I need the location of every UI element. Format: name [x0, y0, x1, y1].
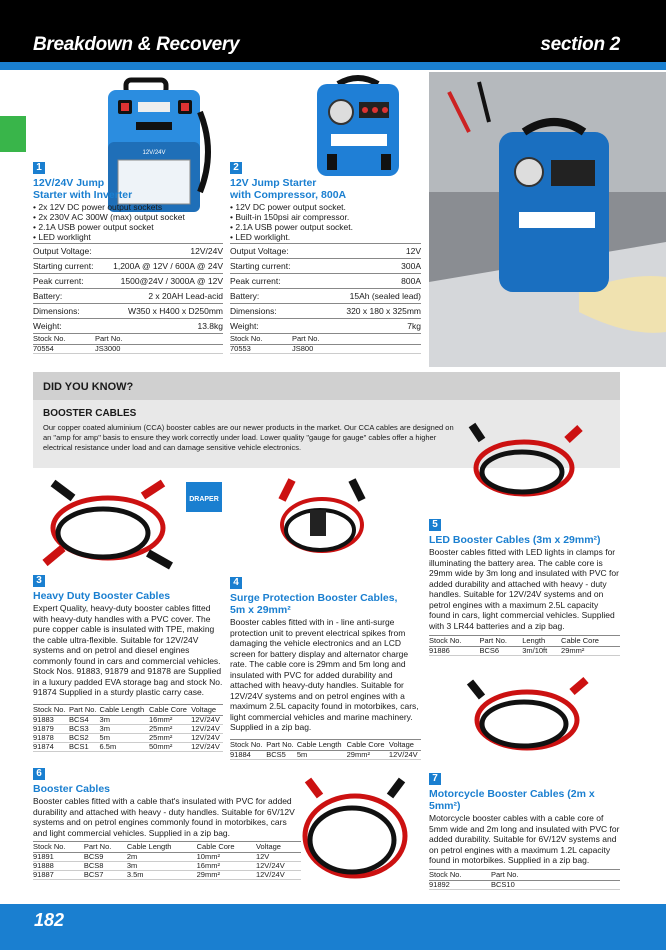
stock-cell: BCS3 — [69, 724, 100, 733]
header-bar — [0, 0, 666, 62]
product-3 — [33, 570, 223, 752]
table-row — [33, 724, 223, 733]
table-row — [33, 715, 223, 724]
stock-col-header: Cable Length — [100, 704, 149, 715]
table-row — [33, 871, 301, 880]
product-title-line2: with Compressor, 800A — [230, 189, 347, 201]
product-number: 2 — [230, 162, 242, 174]
footer-bar — [0, 904, 666, 950]
booster-cables-image — [290, 776, 420, 898]
section-tab — [0, 116, 26, 152]
product-number: 1 — [33, 162, 45, 174]
led-cables-image — [462, 420, 587, 512]
stock-cell: JS3000 — [95, 345, 223, 354]
stock-col-header: Cable Length — [127, 842, 197, 853]
spec-table — [230, 243, 421, 333]
booster-cables-heading: BOOSTER CABLES — [43, 408, 137, 419]
stock-cell: 25mm² — [149, 733, 191, 742]
product-6 — [33, 763, 301, 880]
stock-cell: 29mm² — [561, 647, 620, 656]
spec-label: Starting current: — [33, 259, 100, 274]
product-description: Booster cables fitted with a cable that's insulated with PVC for added durability and attached with heavy - duty handles. Suitable for 6V/12V systems and on petrol engines commonly found in motorbikes, cars and light commercial vehicles. Supplied in a zip bag. — [33, 796, 295, 838]
stock-table — [429, 635, 620, 656]
stock-table — [33, 704, 223, 752]
spec-label: Output Voltage: — [230, 244, 315, 259]
product-title-line1: 12V Jump Starter — [230, 177, 317, 189]
section-label: section 2 — [540, 34, 620, 55]
stock-cell: 25mm² — [149, 724, 191, 733]
stock-col-header: Voltage — [389, 739, 421, 750]
table-row — [230, 750, 421, 759]
stock-cell: 29mm² — [347, 750, 389, 759]
stock-cell: 12V/24V — [191, 724, 223, 733]
spec-label: Weight: — [33, 319, 100, 334]
product-7 — [429, 768, 620, 890]
product-number: 5 — [429, 519, 441, 531]
stock-table — [33, 333, 223, 354]
table-row — [230, 345, 421, 354]
brand-label: DRAPER — [189, 496, 219, 503]
stock-cell: 91891 — [33, 853, 84, 862]
stock-col-header: Stock No. — [230, 334, 292, 345]
stock-cell: 29mm² — [197, 871, 256, 880]
stock-cell: 10mm² — [197, 853, 256, 862]
feature-item: • LED worklight. — [230, 232, 421, 242]
section-title: Breakdown & Recovery — [33, 34, 240, 55]
spec-value: 15Ah (sealed lead) — [315, 289, 421, 304]
stock-cell: JS800 — [292, 345, 421, 354]
spec-table — [33, 243, 223, 333]
table-row — [33, 345, 223, 354]
stock-cell: 12V — [256, 853, 301, 862]
stock-cell: 6.5m — [100, 742, 149, 751]
stock-col-header: Voltage — [256, 842, 301, 853]
stock-col-header: Stock No. — [429, 869, 491, 880]
spec-value: 800A — [315, 274, 421, 289]
stock-cell: 2m — [127, 853, 197, 862]
stock-col-header: Stock No. — [33, 334, 95, 345]
stock-col-header: Part No. — [95, 334, 223, 345]
product-title: Motorcycle Booster Cables (2m x 5mm²) — [429, 788, 595, 812]
stock-cell: 70553 — [230, 345, 292, 354]
spec-label: Dimensions: — [230, 304, 315, 319]
product-number: 4 — [230, 577, 242, 589]
product-2 — [230, 157, 421, 354]
spec-value: 12V — [315, 244, 421, 259]
stock-cell: 5m — [100, 733, 149, 742]
stock-cell: 70554 — [33, 345, 95, 354]
product-1 — [33, 157, 223, 354]
spec-value: 1500@24V / 3000A @ 12V — [100, 274, 223, 289]
product-5 — [429, 514, 620, 656]
stock-col-header: Cable Core — [149, 704, 191, 715]
stock-cell: BCS7 — [84, 871, 127, 880]
stock-cell: BCS9 — [84, 853, 127, 862]
product-description: Booster cables fitted with LED lights in clamps for illuminating the battery area. The cable core is 29mm wide by 3m long and insulated with PVC for added durability and attached with heavy - duty handles. Suitable for 12V/24V systems and on petrol engines with a maximum 2.5L capacity found in cars, light commercial vehicles. Supplied with 3 LR44 batteries and a zip bag. — [429, 547, 619, 631]
stock-cell: 91886 — [429, 647, 479, 656]
spec-label: Weight: — [230, 319, 315, 334]
heavy-duty-cables-image — [33, 478, 183, 570]
stock-cell: BCS4 — [69, 715, 100, 724]
stock-col-header: Part No. — [479, 636, 522, 647]
product-number: 7 — [429, 773, 441, 785]
motorcycle-cables-image — [462, 672, 592, 764]
stock-cell: BCS10 — [491, 880, 620, 889]
stock-table — [429, 869, 620, 890]
did-you-know-heading: DID YOU KNOW? — [33, 372, 620, 400]
stock-cell: 12V/24V — [191, 733, 223, 742]
table-row — [429, 880, 620, 889]
spec-value: 12V/24V — [100, 244, 223, 259]
spec-value: 1,200A @ 12V / 600A @ 24V — [100, 259, 223, 274]
feature-item: • 2x 230V AC 300W (max) output socket — [33, 212, 223, 222]
stock-table — [230, 739, 421, 760]
stock-col-header: Part No. — [266, 739, 297, 750]
surge-protection-cables-image — [262, 470, 382, 572]
stock-cell: 50mm² — [149, 742, 191, 751]
stock-cell: 91883 — [33, 715, 69, 724]
spec-label: Starting current: — [230, 259, 315, 274]
stock-cell: 91874 — [33, 742, 69, 751]
stock-cell: 91887 — [33, 871, 84, 880]
stock-cell: 12V/24V — [256, 871, 301, 880]
table-row — [33, 742, 223, 751]
spec-value: 300A — [315, 259, 421, 274]
product-4 — [230, 572, 421, 760]
product-title: Booster Cables — [33, 783, 111, 795]
stock-cell: 3m — [100, 715, 149, 724]
stock-col-header: Cable Core — [347, 739, 389, 750]
spec-label: Battery: — [230, 289, 315, 304]
product-number: 3 — [33, 575, 45, 587]
did-you-know-text: Our copper coated aluminium (CCA) booster cables are our newer products in the market. Our CCA cables are designed on an "amp for amp" basis to ensure they work correctly under load. Lower quality "gauge for gauge" cables offer a higher electrical resistance under load and can damage sensitive vehicle electronics. — [43, 423, 454, 452]
product-title-line2: Starter with Inverter — [33, 189, 133, 201]
stock-col-header: Cable Core — [561, 636, 620, 647]
stock-cell: 12V/24V — [389, 750, 421, 759]
stock-cell: 3m/10ft — [522, 647, 561, 656]
product-title: LED Booster Cables (3m x 29mm²) — [429, 534, 601, 546]
feature-list — [230, 202, 421, 242]
stock-col-header: Cable Core — [197, 842, 256, 853]
spec-label: Peak current: — [33, 274, 100, 289]
stock-cell: 91878 — [33, 733, 69, 742]
stock-cell: 12V/24V — [256, 862, 301, 871]
feature-item: • 2.1A USB power output socket. — [230, 222, 421, 232]
stock-cell: BCS5 — [266, 750, 297, 759]
feature-list — [33, 202, 223, 242]
spec-label: Output Voltage: — [33, 244, 100, 259]
stock-cell: 91888 — [33, 862, 84, 871]
product-description: Motorcycle booster cables with a cable core of 5mm wide and 2m long and insulated with PVC for added durability. Suitable for 6V/12V systems and on petrol engines with a maximum 1.2L capacity found in motorbikes. Supplied in a zip bag. — [429, 813, 620, 865]
spec-label: Peak current: — [230, 274, 315, 289]
stock-col-header: Voltage — [191, 704, 223, 715]
spec-label: Dimensions: — [33, 304, 100, 319]
feature-item: • LED worklight — [33, 232, 223, 242]
header-band — [0, 62, 666, 70]
feature-item: • 12V DC power output socket. — [230, 202, 421, 212]
stock-cell: 16mm² — [197, 862, 256, 871]
stock-cell: 5m — [297, 750, 347, 759]
feature-item: • 2.1A USB power output socket — [33, 222, 223, 232]
screen-label: 12V/24V — [142, 150, 166, 156]
feature-item: • Built-in 150psi air compressor. — [230, 212, 421, 222]
stock-cell: 3m — [100, 724, 149, 733]
spec-label: Battery: — [33, 289, 100, 304]
product-title: Heavy Duty Booster Cables — [33, 590, 171, 602]
product-title-line2: 5m x 29mm² — [230, 604, 291, 616]
stock-col-header: Length — [522, 636, 561, 647]
stock-cell: 3.5m — [127, 871, 197, 880]
stock-cell: 12V/24V — [191, 742, 223, 751]
stock-cell: 3m — [127, 862, 197, 871]
product-title-line1: 12V/24V Jump — [33, 177, 105, 189]
stock-cell: BCS6 — [479, 647, 522, 656]
stock-col-header: Part No. — [491, 869, 620, 880]
table-row — [429, 647, 620, 656]
stock-col-header: Stock No. — [230, 739, 266, 750]
stock-cell: BCS1 — [69, 742, 100, 751]
table-row — [33, 733, 223, 742]
stock-cell: BCS2 — [69, 733, 100, 742]
spec-value: 7kg — [315, 319, 421, 334]
stock-table — [230, 333, 421, 354]
product-description: Booster cables fitted with in - line anti-surge protection unit to prevent electrical spikes from damaging the vehicle electronics and an LCD screen for battery display and alternator charge rate. The cable core is 29mm and 5m long and insulated with PVC for added durability and attached with heavy-duty handles. Suitable for 12V/24V systems and on petrol engines with a maximum 2.5L capacity found in motorbikes, cars, light commercial vehicles and marine machinery. Supplied in a zip bag. — [230, 617, 419, 732]
jump-starter-in-car-photo — [429, 72, 666, 367]
stock-cell: 91884 — [230, 750, 266, 759]
stock-cell: 91892 — [429, 880, 491, 889]
stock-col-header: Part No. — [69, 704, 100, 715]
stock-col-header: Part No. — [84, 842, 127, 853]
stock-cell: 91879 — [33, 724, 69, 733]
stock-col-header: Cable Length — [297, 739, 347, 750]
stock-col-header: Stock No. — [33, 842, 84, 853]
stock-col-header: Stock No. — [33, 704, 69, 715]
stock-table — [33, 841, 301, 880]
product-number: 6 — [33, 768, 45, 780]
product-title-line1: Surge Protection Booster Cables, — [230, 592, 398, 604]
stock-col-header: Part No. — [292, 334, 421, 345]
stock-cell: 16mm² — [149, 715, 191, 724]
feature-item: • 2x 12V DC power output sockets — [33, 202, 223, 212]
spec-value: W350 x H400 x D250mm — [100, 304, 223, 319]
product-description: Expert Quality, heavy-duty booster cables fitted with heavy-duty handles with a PVC cover. The pure copper cable is insulated with TPE, making the cable ultra-flexible. Suitable for 12V/24V systems and on petrol and diesel engines commonly found in cars and commercial vehicles. Stock Nos. 91883, 91879 and 91878 are Supplied in a luxury padded EVA storage bag and stock No. 91874 Supplied in a sturdy plastic carry case. — [33, 603, 223, 697]
stock-col-header: Stock No. — [429, 636, 479, 647]
spec-value: 2 x 20AH Lead-acid — [100, 289, 223, 304]
spec-value: 13.8kg — [100, 319, 223, 334]
stock-cell: BCS8 — [84, 862, 127, 871]
draper-logo — [186, 482, 222, 512]
stock-cell: 12V/24V — [191, 715, 223, 724]
page-number: 182 — [34, 910, 65, 930]
spec-value: 320 x 180 x 325mm — [315, 304, 421, 319]
